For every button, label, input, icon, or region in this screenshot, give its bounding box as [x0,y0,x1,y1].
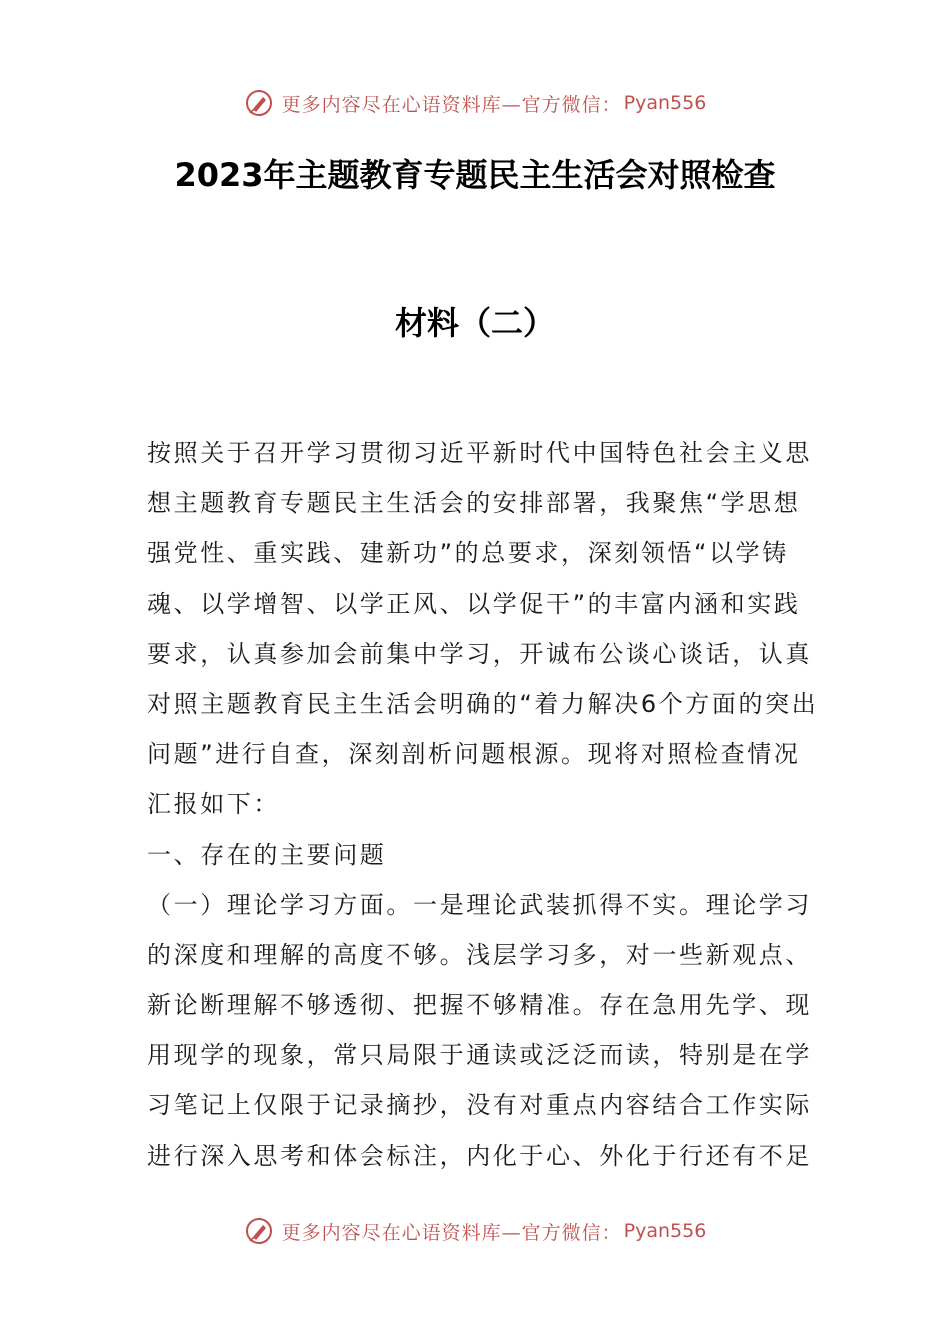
text-line: 对照主题教育民主生活会明确的“着力解决6个方面的突出 [147,689,819,718]
banner-text: 更多内容尽在心语资料库—官方微信： [281,93,622,116]
pen-logo-icon [244,88,274,118]
wechat-id: Pyan556 [623,1220,707,1242]
text-line: 按照关于召开学习贯彻习近平新时代中国特色社会主义思 [147,439,812,467]
pen-logo-icon [244,1216,274,1246]
text-line: 想主题教育专题民主生活会的安排部署，我聚焦“学思想 [147,489,801,518]
text-line: 的深度和理解的高度不够。浅层学习多，对一些新观点、 [147,940,812,969]
doc-title-line1: 2023年主题教育专题民主生活会对照检查 [174,156,776,194]
wechat-id: Pyan556 [623,92,707,114]
text-line: 要求，认真参加会前集中学习，开诚布公谈心谈话，认真 [147,639,812,668]
body-text [147,428,819,1181]
text-line: 魂、以学增智、以学正风、以学促干”的丰富内涵和实践 [147,589,801,618]
footer-banner [0,1211,950,1251]
banner-text: 更多内容尽在心语资料库—官方微信： [281,1221,622,1244]
text-line: 新论断理解不够透彻、把握不够精准。存在急用先学、现 [147,991,812,1020]
text-line: 问题”进行自查，深刻剖析问题根源。现将对照检查情况 [147,740,801,769]
section-heading: 一、存在的主要问题 [147,840,387,869]
header-banner [0,83,950,123]
text-line: 强党性、重实践、建新功”的总要求，深刻领悟“以学铸 [147,539,789,568]
doc-title-line2: 材料（二） [394,304,555,342]
text-line: 进行深入思考和体会标注，内化于心、外化于行还有不足 [147,1141,812,1170]
text-line: 习笔记上仅限于记录摘抄，没有对重点内容结合工作实际 [147,1091,812,1120]
text-line: 用现学的现象，常只局限于通读或泛泛而读，特别是在学 [147,1041,812,1070]
text-line: （一）理论学习方面。一是理论武装抓得不实。理论学习 [147,890,812,919]
text-line: 汇报如下： [147,790,280,819]
